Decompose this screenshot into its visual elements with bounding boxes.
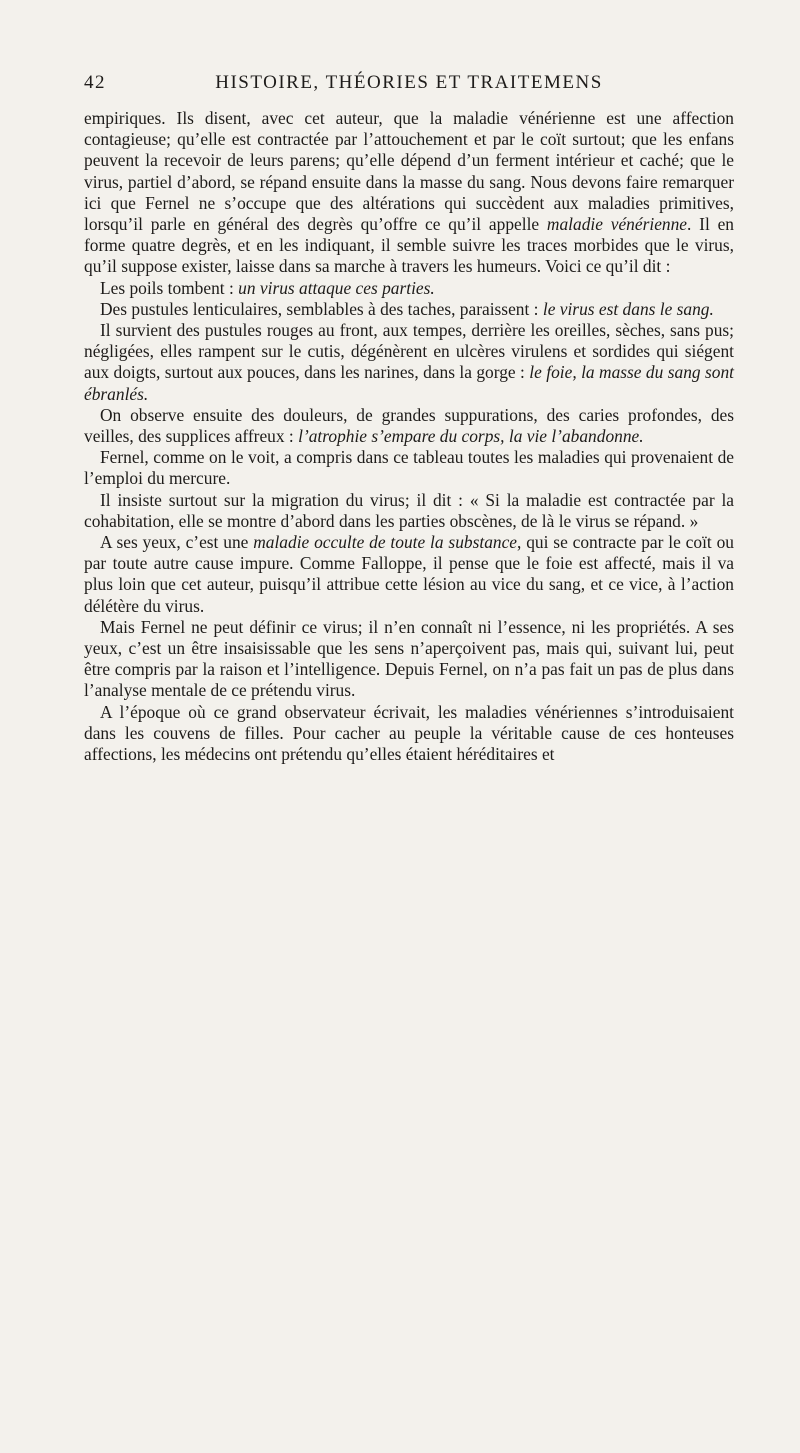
text-run: Il insiste surtout sur la migration du virus; il dit : « Si la maladie est contractée par la cohabitation, elle se montre d’abord dans les parties obscènes, de là le virus se répand. » — [84, 489, 734, 531]
text-run: Des pustules lenticulaires, semblables à des taches, paraissent : — [100, 298, 543, 319]
paragraph — [84, 702, 734, 766]
italic-text: l’atrophie s’empare du corps, la vie l’abandonne. — [298, 426, 644, 447]
italic-text: maladie occulte de toute la substance — [253, 532, 518, 553]
book-page — [84, 72, 734, 765]
running-header — [84, 72, 734, 102]
paragraph — [84, 532, 734, 617]
italic-text: maladie vénérienne — [546, 214, 688, 235]
paragraph — [84, 278, 734, 299]
paragraph — [84, 108, 734, 278]
text-run: On observe ensuite des douleurs, de grandes suppurations, des caries profondes, des veilles, des supplices affreux : — [84, 404, 734, 447]
text-run: Il survient des pustules rouges au front, aux tempes, derrière les oreilles, sèches, sans pus; négligées, elles rampent sur le cutis, dégénèrent en ulcères virulens et sordides qui siégent aux doigts, surtout aux pouces, dans les narines, dans la gorge : — [84, 320, 734, 383]
running-title: HISTOIRE, THÉORIES ET TRAITEMENS — [215, 72, 603, 93]
body-text — [84, 108, 734, 765]
paragraph — [84, 617, 734, 702]
paragraph — [84, 447, 734, 489]
paragraph — [84, 405, 734, 447]
italic-text: le virus est dans le sang. — [542, 298, 714, 319]
paragraph — [84, 490, 734, 532]
text-run: Mais Fernel ne peut définir ce virus; il n’en connaît ni l’essence, ni les propriétés. A ses yeux, c’est un être insaisissable que les sens n’aperçoivent pas, mais qui, suivant lui, peut être compris par la raison et l’intelligence. Depuis Fernel, on n’a pas fait un pas de plus dans l’analyse mentale de ce prétendu virus. — [84, 616, 734, 701]
paragraph — [84, 299, 734, 320]
text-run: empiriques. Ils disent, avec cet auteur, que la maladie vénérienne est une affection contagieuse; qu’elle est contractée par l’attouchement et par le coït surtout; que les enfans peuvent la recevoir de leurs parens; qu’elle dépend d’un ferment intérieur et caché; que le virus, partiel d’abord, se répand ensuite dans la masse du sang. Nous devons faire remarquer ici que Fernel ne s’occupe que des altérations qui succèdent aux maladies primitives, lorsqu’il parle en général des degrès qu’offre ce qu’il appelle — [84, 108, 734, 235]
text-run: Fernel, comme on le voit, a compris dans ce tableau toutes les maladies qui provenaient de l’emploi du mercure. — [84, 447, 734, 489]
italic-text: un virus attaque ces parties. — [238, 277, 435, 298]
text-run: A l’époque où ce grand observateur écrivait, les maladies vénériennes s’introduisaient dans les couvens de filles. Pour cacher au peuple la véritable cause de ces honteuses affections, les médecins ont prétendu qu’elles étaient héréditaires et — [84, 701, 734, 765]
text-run: . Il en forme quatre degrès, et en les indiquant, il semble suivre les traces morbides que le virus, qu’il suppose exister, laisse dans sa marche à travers les humeurs. Voici ce qu’il dit : — [84, 214, 735, 277]
text-run: , qui se contracte par le coït ou par toute autre cause impure. Comme Falloppe, il pense que le foie est affecté, mais il va plus loin que cet auteur, puisqu’il attribue cette lésion au vice du sang, et ce vice, à l’action délétère du virus. — [84, 532, 735, 616]
text-run: A ses yeux, c’est une — [100, 532, 254, 553]
italic-text: le foie, la masse du sang sont ébranlés. — [84, 362, 734, 404]
text-run: Les poils tombent : — [100, 277, 239, 298]
paragraph — [84, 320, 734, 405]
page-number: 42 — [84, 72, 106, 93]
